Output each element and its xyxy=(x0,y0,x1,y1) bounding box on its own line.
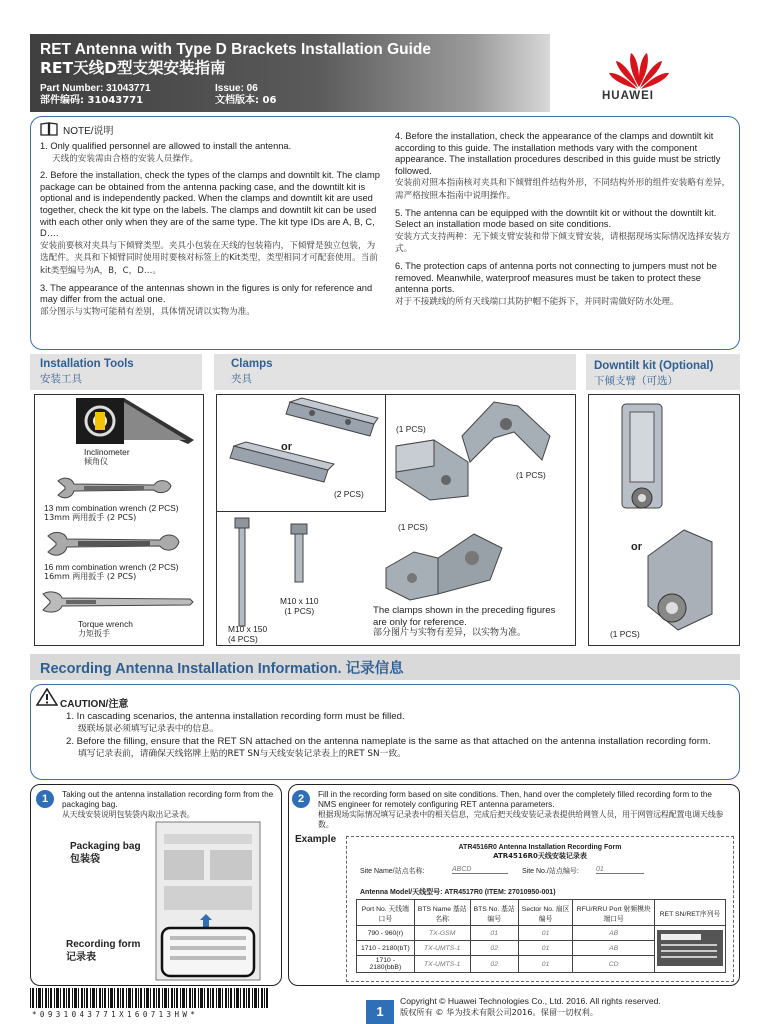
note-column-left xyxy=(40,141,380,323)
note-item-4: 4. Before the installation, check the appearance of the clamps and downtilt kit according to this guide. The installation methods vary with the component appearance. The installation procedures described in this guide must be strictly followed. xyxy=(395,131,721,176)
copyright-en: Copyright © Huawei Technologies Co., Ltd. 2016. All rights reserved. xyxy=(400,996,661,1006)
warning-icon xyxy=(36,688,58,706)
downtilt-arm-alt-icon xyxy=(638,526,722,634)
form-cell: CD xyxy=(573,956,655,973)
packaging-bag-illustration xyxy=(154,820,262,982)
form-cell: AB xyxy=(573,926,655,941)
form-col-rfu-port: RFU/RRU Port 射频模块端口号 xyxy=(573,900,655,926)
step-2-text xyxy=(318,790,730,830)
note-item-6: 6. The protection caps of antenna ports not connecting to jumpers must not be removed. Meanwhile, waterproof measures must be taken to protect these antenna ports. xyxy=(395,260,717,295)
step-2-number: 2 xyxy=(292,790,310,808)
caution-heading: CAUTION/注意 xyxy=(60,699,129,710)
form-cell: 01 xyxy=(518,926,573,941)
document-title xyxy=(40,40,431,78)
title-en: RET Antenna with Type D Brackets Installation Guide xyxy=(40,41,432,58)
part-number: Part Number: 31043771 xyxy=(40,83,151,94)
caution-item-1: 1. In cascading scenarios, the antenna installation recording form must be filled. xyxy=(66,711,405,722)
recording-form-label xyxy=(66,938,140,964)
step-1-zh: 从天线安装说明包装袋内取出记录表。 xyxy=(62,810,195,819)
note-item-4-zh: 安装前对照本指南核对夹具和下倾臂组件结构外形，不同结构外形的组件安装略有差异，需严格按照本指南中说明操作。 xyxy=(395,178,731,201)
step-1-en: Taking out the antenna installation recording form from the packaging bag. xyxy=(62,790,274,809)
clamps-reference-note xyxy=(373,605,569,640)
table-row xyxy=(357,926,726,941)
downtilt-pcs: (1 PCS) xyxy=(610,629,640,639)
downtilt-title-zh: 下倾支臂（可选） xyxy=(594,375,678,387)
copyright-zh: 版权所有 © 华为技术有限公司2016。保留一切权利。 xyxy=(400,1007,598,1017)
clamps-title-en: Clamps xyxy=(231,358,273,370)
barcode-icon xyxy=(30,988,270,1008)
clamp-bracket-pcs: (1 PCS) xyxy=(396,424,426,434)
downtilt-arm-icon xyxy=(612,398,674,522)
form-col-bts-no: BTS No. 基站编号 xyxy=(470,900,518,926)
downtilt-section-title xyxy=(594,359,713,388)
tool-wrench-13-en: 13 mm combination wrench (2 PCS) xyxy=(44,503,179,513)
clamp-plate-icon xyxy=(282,396,382,440)
form-col-sector-no: Sector No. 扇区编号 xyxy=(518,900,573,926)
issue: Issue: 06 xyxy=(215,83,258,94)
form-antenna-model: Antenna Model/天线型号: ATR4517R0 (ITEM: 27010950-001) xyxy=(360,889,556,896)
bolt-m10x110-pcs: (1 PCS) xyxy=(284,606,315,616)
form-site-no-value: 01 xyxy=(596,866,644,874)
tools-section-title xyxy=(40,357,134,386)
title-zh: RET天线D型支架安装指南 xyxy=(40,59,226,77)
tool-inclinometer-zh: 倾角仪 xyxy=(84,457,108,466)
book-icon xyxy=(40,122,58,136)
clamps-reference-zh: 部分图片与实物有差异，以实物为准。 xyxy=(373,628,527,638)
bolt-m10x150-size: M10 x 150 xyxy=(228,624,268,634)
note-item-3-zh: 部分图示与实物可能稍有差别，具体情况请以实物为准。 xyxy=(40,306,255,317)
tool-torque-wrench xyxy=(78,619,133,639)
clamp-hook-icon xyxy=(458,396,554,464)
note-item-1-zh: 天线的安装需由合格的安装人员操作。 xyxy=(52,153,199,164)
form-cell: TX-UMTS-1 xyxy=(414,956,470,973)
tool-wrench-13 xyxy=(44,503,179,523)
clamp-hook-pcs: (1 PCS) xyxy=(516,470,546,480)
form-cell: TX-UMTS-1 xyxy=(414,941,470,956)
page-number: 1 xyxy=(366,1000,394,1024)
bolt-m10x110-icon xyxy=(288,522,310,584)
form-site-name-value: ABCD xyxy=(452,866,508,874)
caution-list xyxy=(66,711,728,761)
tool-wrench-16-zh: 16mm 两用扳手 (2 PCS) xyxy=(44,572,137,581)
tool-wrench-16-en: 16 mm combination wrench (2 PCS) xyxy=(44,562,179,572)
ret-sn-sticker-icon xyxy=(657,930,723,966)
recording-title: Recording Antenna Installation Information. 记录信息 xyxy=(40,661,404,677)
note-heading: NOTE/说明 xyxy=(63,126,114,137)
form-header-row xyxy=(357,900,726,926)
bolt-m10x150-pcs: (4 PCS) xyxy=(228,634,258,644)
form-cell: 01 xyxy=(518,941,573,956)
tool-inclinometer xyxy=(84,447,130,467)
step-1-text xyxy=(62,790,274,820)
form-table xyxy=(356,899,726,973)
form-col-port: Port No. 天线端口号 xyxy=(357,900,415,926)
step-2-en: Fill in the recording form based on site conditions. Then, hand over the completely filled recording form to the NMS engineer for remotely configuring RET antenna parameters. xyxy=(318,790,712,809)
step-1-number: 1 xyxy=(36,790,54,808)
packaging-bag-label xyxy=(70,840,141,866)
form-cell: AB xyxy=(573,941,655,956)
brand-name: HUAWEI xyxy=(602,90,654,102)
clamps-reference-en: The clamps shown in the preceding figures are only for reference. xyxy=(373,605,556,628)
form-cell: 790 - 960(r) xyxy=(357,926,415,941)
note-item-3: 3. The appearance of the antennas shown in the figures is only for reference and may differ from the actual one. xyxy=(40,282,373,305)
recording-form-zh: 记录表 xyxy=(66,952,96,963)
form-cell: 02 xyxy=(470,956,518,973)
clamp-assembly-icon xyxy=(382,528,506,602)
tool-torque-wrench-zh: 力矩扳手 xyxy=(78,629,110,638)
recording-form-en: Recording form xyxy=(66,939,141,950)
barcode-text: *0931043771X160713HW* xyxy=(32,1010,199,1019)
clamp-pcs-2: (2 PCS) xyxy=(334,489,364,499)
form-cell: 01 xyxy=(470,926,518,941)
note-item-5: 5. The antenna can be equipped with the downtilt kit or without the downtilt kit. Select an installation mode based on site conditions. xyxy=(395,207,717,230)
tool-wrench-13-zh: 13mm 两用扳手 (2 PCS) xyxy=(44,513,137,522)
ret-sn-label-cell xyxy=(654,926,725,973)
packaging-bag-en: Packaging bag xyxy=(70,841,141,852)
tool-inclinometer-en: Inclinometer xyxy=(84,447,130,457)
torque-wrench-icon xyxy=(40,590,196,614)
form-title xyxy=(346,843,734,861)
packaging-bag-zh: 包装袋 xyxy=(70,854,100,865)
downtilt-or-label: or xyxy=(631,541,642,553)
note-item-5-zh: 安装方式支持两种：无下倾支臂安装和带下倾支臂安装，请根据现场实际情况选择安装方式。 xyxy=(395,231,731,255)
bolt-m10x110-label xyxy=(280,596,318,616)
form-col-ret-sn: RET SN/RET序列号 xyxy=(654,900,725,926)
form-title-en: ATR4516R0 Antenna Installation Recording Form xyxy=(458,844,622,851)
issue-zh: 文档版本: 06 xyxy=(215,95,277,106)
caution-item-2: 2. Before the filling, ensure that the RET SN attached on the antenna nameplate is the same as that attached on the antenna installation recording form. xyxy=(66,735,711,747)
clamp-or-label: or xyxy=(281,441,292,453)
step-2-zh: 根据现场实际情况填写记录表中的相关信息，完成后把天线安装记录表提供给网管人员，用于网管远程配置电调天线参数。 xyxy=(318,810,724,829)
form-cell: 1710 - 2180(bT) xyxy=(357,941,415,956)
note-item-6-zh: 对于不接跳线的所有天线端口其防护帽不能拆下，并同时需做好防水处理。 xyxy=(395,296,679,307)
form-site-no-label: Site No./站点编号: xyxy=(522,868,579,875)
wrench-13mm-icon xyxy=(54,476,174,500)
copyright xyxy=(400,996,661,1018)
caution-item-1-zh: 级联场景必须填写记录表中的信息。 xyxy=(78,724,219,735)
bolt-m10x150-label xyxy=(228,624,267,644)
note-item-1: 1. Only qualified personnel are allowed to install the antenna. xyxy=(40,141,292,151)
form-col-bts-name: BTS Name 基站名称 xyxy=(414,900,470,926)
form-cell: 02 xyxy=(470,941,518,956)
form-cell: 1710 - 2180(bbB) xyxy=(357,956,415,973)
issue-block xyxy=(215,83,276,107)
bolt-m10x110-size: M10 x 110 xyxy=(280,596,319,606)
tools-title-en: Installation Tools xyxy=(40,358,134,370)
tool-wrench-16 xyxy=(44,562,179,582)
tools-title-zh: 安装工具 xyxy=(40,373,82,385)
form-site-name-label: Site Name/站点名称: xyxy=(360,868,425,875)
downtilt-title-en: Downtilt kit (Optional) xyxy=(594,360,714,372)
wrench-16mm-icon xyxy=(44,530,182,558)
clamps-title-zh: 夹具 xyxy=(231,373,252,385)
clamp-plate-alt-icon xyxy=(228,438,338,484)
note-column-right xyxy=(395,131,733,313)
bolt-m10x150-icon xyxy=(232,516,252,628)
note-item-2: 2. Before the installation, check the types of the clamps and downtilt kit. The clamp package can be obtained from the antenna packing case, and the downtilt kit is optional and is independently packed. When the clamps and downtilt kit are used together, check the kit type on the labels. The clamps and downtilt kit can be used with each other only when they are of the same type. The kit type IDs are A, B, C, D…. xyxy=(40,170,380,239)
form-cell: 01 xyxy=(518,956,573,973)
form-cell: TX-GSM xyxy=(414,926,470,941)
part-number-block xyxy=(40,83,151,107)
tool-torque-wrench-en: Torque wrench xyxy=(78,619,133,629)
caution-item-2-zh: 填写记录表前，请确保天线铭牌上贴的RET SN与天线安装记录表上的RET SN一致。 xyxy=(78,749,406,760)
note-item-2-zh: 安装前要核对夹具与下倾臂类型。夹具小包装在天线的包装箱内，下倾臂是独立包装，为选配件。夹具和下倾臂同时使用时要核对标签上的Kit类型，类型相同才可配套使用。当前kit类型编号为A，B，C，D…。 xyxy=(40,240,378,276)
inclinometer-icon xyxy=(76,396,196,446)
clamp-assembly-pcs: (1 PCS) xyxy=(398,522,428,532)
form-title-zh: ATR4516R0天线安装记录表 xyxy=(493,852,587,860)
part-number-zh: 部件编码: 31043771 xyxy=(40,95,144,106)
example-label: Example xyxy=(295,834,337,845)
clamps-section-title xyxy=(231,357,273,386)
